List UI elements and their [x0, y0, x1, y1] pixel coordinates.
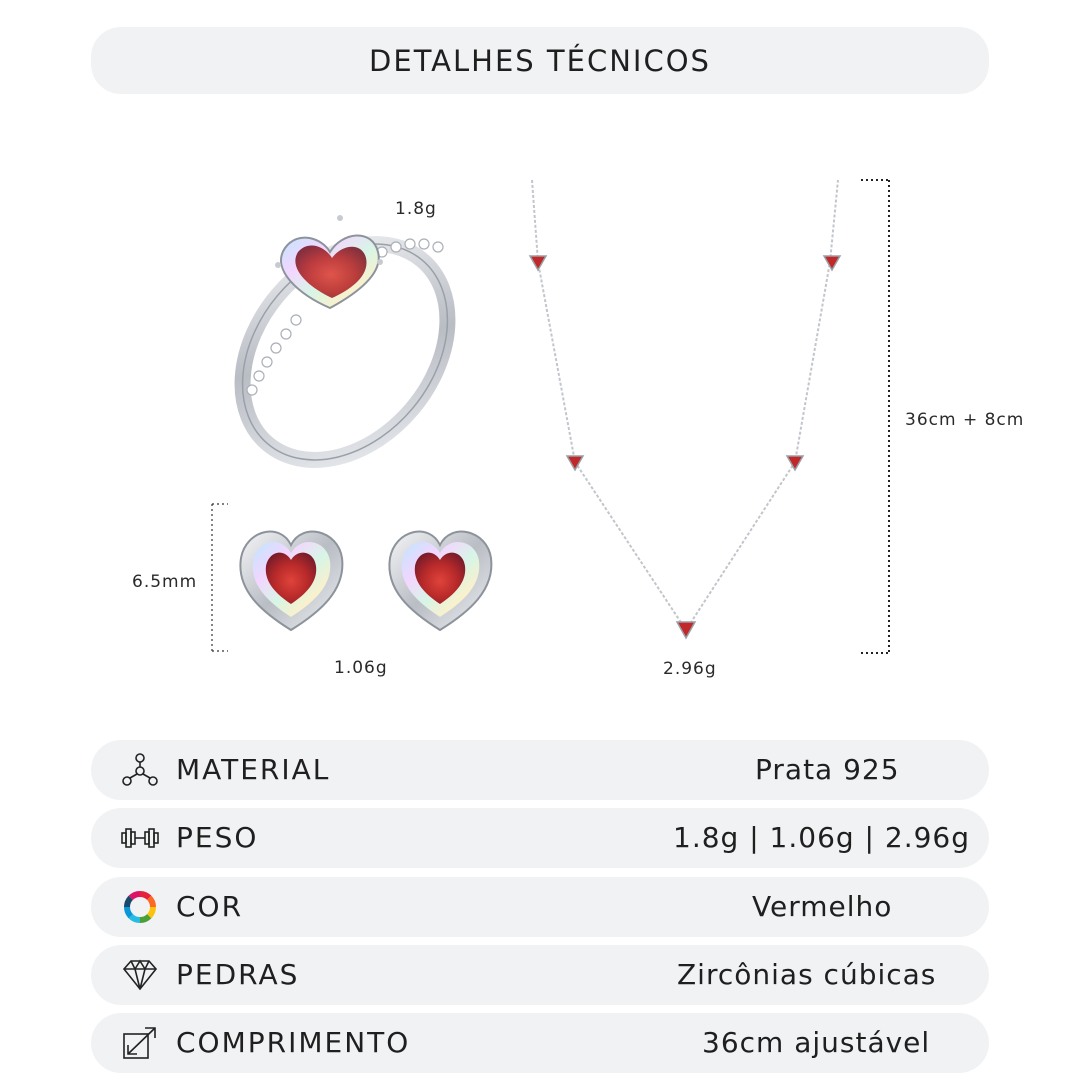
- spec-row-pedras: [91, 945, 989, 1005]
- necklace-length-label: 36cm + 8cm: [905, 410, 1025, 430]
- molecule-icon: [121, 752, 159, 788]
- spec-value-pedras: Zircônias cúbicas: [677, 958, 937, 991]
- spec-row-cor: [91, 877, 989, 937]
- spec-row-material: [91, 740, 989, 800]
- earring-height-label: 6.5mm: [132, 572, 198, 592]
- spec-value-material: Prata 925: [755, 753, 900, 786]
- necklace-weight-label: 2.96g: [663, 659, 717, 679]
- color-wheel-icon: [121, 889, 159, 925]
- diamond-icon: [121, 957, 159, 993]
- spec-label-material: MATERIAL: [176, 753, 331, 786]
- necklace-length-guide: [861, 180, 889, 653]
- ring-image: [200, 204, 489, 501]
- ring-weight-label: 1.8g: [395, 199, 437, 219]
- earring-weight-label: 1.06g: [334, 658, 388, 678]
- spec-row-peso: [91, 808, 989, 868]
- necklace-image: [530, 180, 840, 638]
- earring-height-guide: [212, 504, 228, 651]
- spec-row-comprimento: [91, 1013, 989, 1073]
- spec-label-peso: PESO: [176, 821, 259, 854]
- earrings-image: [240, 532, 491, 630]
- spec-label-cor: COR: [176, 890, 244, 923]
- dumbbell-icon: [121, 820, 159, 856]
- spec-label-comprimento: COMPRIMENTO: [176, 1026, 411, 1059]
- spec-value-peso: 1.8g | 1.06g | 2.96g: [673, 821, 971, 854]
- page-title: DETALHES TÉCNICOS: [369, 43, 711, 78]
- spec-value-cor: Vermelho: [752, 890, 893, 923]
- spec-label-pedras: PEDRAS: [176, 958, 300, 991]
- resize-arrow-icon: [121, 1025, 159, 1061]
- spec-value-comprimento: 36cm ajustável: [702, 1026, 931, 1059]
